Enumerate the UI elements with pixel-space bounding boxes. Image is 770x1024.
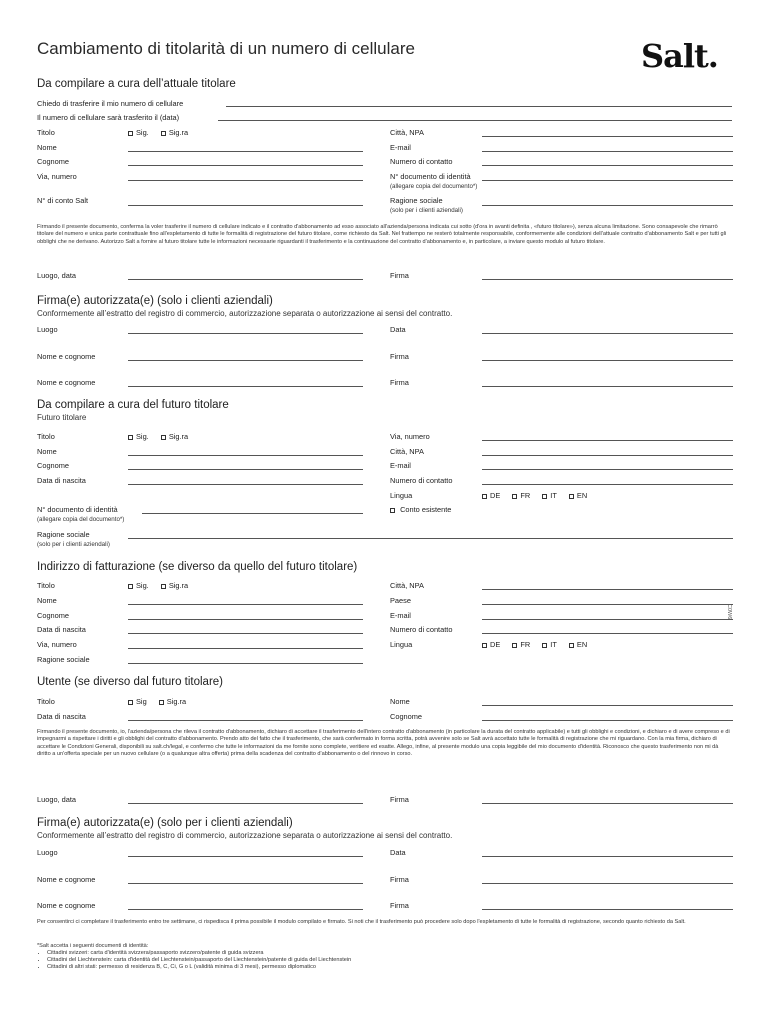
list-item: • Cittadini del Liechtenstein: carta d'identità del Liechtenstein/passaporto del Liechtenstein/patente di guida del Liechtenstein bbox=[47, 957, 733, 964]
numero-contatto-label: Numero di contatto bbox=[390, 625, 453, 634]
cognome-label: Cognome bbox=[37, 461, 70, 470]
checkbox[interactable] bbox=[128, 584, 133, 589]
nascita-label: Data di nascita bbox=[37, 476, 86, 485]
nome-label: Nome bbox=[37, 447, 57, 456]
titolo-label: Titolo bbox=[37, 581, 55, 590]
sig-option[interactable]: Sig. bbox=[128, 581, 149, 590]
cognome-field[interactable] bbox=[482, 720, 733, 721]
checkbox[interactable] bbox=[569, 643, 574, 648]
email-field[interactable] bbox=[482, 619, 733, 620]
section-authorized-signatures-2-sub: Conformemente all’estratto del registro di commercio, autorizzazione separata o autorizzazione ai sensi del contratto. bbox=[37, 831, 453, 840]
firma-label: Firma bbox=[390, 901, 409, 910]
firma-label: Firma bbox=[390, 875, 409, 884]
lang-en-option[interactable]: EN bbox=[569, 640, 587, 649]
citta-label: Città, NPA bbox=[390, 447, 424, 456]
email-field[interactable] bbox=[482, 469, 733, 470]
titolo-label: Titolo bbox=[37, 697, 55, 706]
luogo-data-label: Luogo, data bbox=[37, 795, 77, 804]
doc-field[interactable] bbox=[482, 180, 733, 181]
nome-cognome-field[interactable] bbox=[128, 909, 363, 910]
email-label: E-mail bbox=[390, 143, 411, 152]
via-field[interactable] bbox=[128, 648, 363, 649]
checkbox[interactable] bbox=[569, 494, 574, 499]
firma-label: Firma bbox=[390, 378, 409, 387]
luogo-data-field[interactable] bbox=[128, 803, 363, 804]
ragione-label: Ragione sociale bbox=[37, 655, 90, 664]
sig-option[interactable]: Sig bbox=[128, 697, 147, 706]
via-field[interactable] bbox=[128, 180, 363, 181]
page-title: Cambiamento di titolarità di un numero di cellulare bbox=[37, 39, 415, 58]
section-future-holder-heading: Da compilare a cura del futuro titolare bbox=[37, 399, 229, 411]
via-label: Via, numero bbox=[37, 640, 77, 649]
conto-field[interactable] bbox=[128, 205, 363, 206]
checkbox[interactable] bbox=[512, 643, 517, 648]
checkbox[interactable] bbox=[128, 700, 133, 705]
salt-logo: Salt. bbox=[641, 37, 718, 75]
footer-note: Per consentirci ci completare il trasferimento entro tre settimane, ci rispedisca il prima possibile il modulo compilato e firmato. Si noti che il trasferimento può procedere solo dopo l'espletamento di tutte le formalità di registrazione, secondo quanto richiesto da Salt. bbox=[37, 919, 686, 925]
lingua-label: Lingua bbox=[390, 640, 413, 649]
via-label: Via, numero bbox=[37, 172, 77, 181]
email-label: E-mail bbox=[390, 461, 411, 470]
checkbox[interactable] bbox=[161, 131, 166, 136]
paese-field[interactable] bbox=[482, 604, 733, 605]
numero-contatto-label: Numero di contatto bbox=[390, 157, 453, 166]
doc-label: N° documento di identità bbox=[390, 172, 471, 181]
transfer-number-field[interactable] bbox=[226, 106, 732, 107]
lang-fr-option[interactable]: FR bbox=[512, 640, 530, 649]
cognome-label: Cognome bbox=[37, 157, 70, 166]
doc-note: (allegare copia del documento*) bbox=[390, 183, 478, 190]
luogo-label: Luogo bbox=[37, 848, 58, 857]
section-authorized-signatures-sub: Conformemente all’estratto del registro di commercio, autorizzazione separata o autorizzazione ai sensi del contratto. bbox=[37, 309, 453, 318]
conto-label: N° di conto Salt bbox=[37, 196, 89, 205]
sigra-option[interactable]: Sig.ra bbox=[159, 697, 186, 706]
nome-label: Nome bbox=[37, 143, 57, 152]
nome-field[interactable] bbox=[128, 604, 363, 605]
doc-label: N° documento di identità bbox=[37, 505, 118, 514]
checkbox[interactable] bbox=[542, 643, 547, 648]
nome-cognome-label: Nome e cognome bbox=[37, 378, 96, 387]
lang-en-option[interactable]: EN bbox=[569, 491, 587, 500]
firma-label: Firma bbox=[390, 271, 409, 280]
cognome-field[interactable] bbox=[128, 165, 363, 166]
nome-label: Nome bbox=[37, 596, 57, 605]
firma-label: Firma bbox=[390, 795, 409, 804]
checkbox[interactable] bbox=[159, 700, 164, 705]
firma-field[interactable] bbox=[482, 360, 733, 361]
section-future-holder-sub: Futuro titolare bbox=[37, 413, 87, 422]
section-current-holder-heading: Da compilare a cura dell’attuale titolare bbox=[37, 78, 236, 90]
cognome-field[interactable] bbox=[128, 469, 363, 470]
checkbox[interactable] bbox=[128, 435, 133, 440]
citta-field[interactable] bbox=[482, 136, 733, 137]
numero-contatto-field[interactable] bbox=[482, 165, 733, 166]
cognome-label: Cognome bbox=[37, 611, 70, 620]
list-item: • Cittadini svizzeri: carta d'identità svizzera/passaporto svizzero/patente di guida svizzera bbox=[47, 950, 733, 957]
checkbox[interactable] bbox=[161, 584, 166, 589]
luogo-data-label: Luogo, data bbox=[37, 271, 77, 280]
nome-cognome-field[interactable] bbox=[128, 883, 363, 884]
ragione-note: (solo per i clienti aziendali) bbox=[37, 541, 110, 548]
nome-field[interactable] bbox=[128, 151, 363, 152]
nome-cognome-field[interactable] bbox=[128, 360, 363, 361]
sig-option[interactable]: Sig. bbox=[128, 128, 149, 137]
accepted-documents bbox=[37, 943, 733, 971]
doc-field[interactable] bbox=[142, 513, 363, 514]
luogo-field[interactable] bbox=[128, 856, 363, 857]
numero-contatto-field[interactable] bbox=[482, 484, 733, 485]
firma-field[interactable] bbox=[482, 883, 733, 884]
lingua-options bbox=[482, 640, 597, 649]
nome-cognome-label: Nome e cognome bbox=[37, 875, 96, 884]
list-item: • Cittadini di altri stati: permesso di residenza B, C, Ci, G o L (validità minima di 3 mesi), permesso diplomatico bbox=[47, 964, 733, 971]
transfer-number-label: Chiedo di trasferire il mio numero di cellulare bbox=[37, 99, 184, 108]
numero-contatto-field[interactable] bbox=[482, 633, 733, 634]
lang-it-option[interactable]: IT bbox=[542, 640, 557, 649]
nome-label: Nome bbox=[390, 697, 410, 706]
lang-it-option[interactable]: IT bbox=[542, 491, 557, 500]
nome-cognome-label: Nome e cognome bbox=[37, 901, 96, 910]
transfer-date-field[interactable] bbox=[218, 120, 732, 121]
section-authorized-signatures-2-heading: Firma(e) autorizzata(e) (solo per i clienti aziendali) bbox=[37, 817, 293, 829]
sigra-option[interactable]: Sig.ra bbox=[161, 128, 188, 137]
ragione-field[interactable] bbox=[128, 538, 733, 539]
via-label: Via, numero bbox=[390, 432, 430, 441]
lang-de-option[interactable]: DE bbox=[482, 640, 500, 649]
ragione-label: Ragione sociale bbox=[37, 530, 90, 539]
checkbox[interactable] bbox=[390, 508, 395, 513]
paese-label: Paese bbox=[390, 596, 411, 605]
lang-de-option[interactable]: DE bbox=[482, 491, 500, 500]
nascita-label: Data di nascita bbox=[37, 625, 86, 634]
checkbox[interactable] bbox=[482, 494, 487, 499]
firma-field[interactable] bbox=[482, 909, 733, 910]
email-field[interactable] bbox=[482, 151, 733, 152]
nome-cognome-field[interactable] bbox=[128, 386, 363, 387]
ragione-note: (solo per i clienti aziendali) bbox=[390, 207, 463, 214]
firma-field[interactable] bbox=[482, 386, 733, 387]
titolo-label: Titolo bbox=[37, 432, 55, 441]
section-billing-heading: Indirizzo di fatturazione (se diverso da quello del futuro titolare) bbox=[37, 561, 358, 573]
data-label: Data bbox=[390, 848, 406, 857]
checkbox[interactable] bbox=[482, 643, 487, 648]
cognome-label: Cognome bbox=[390, 712, 423, 721]
citta-label: Città, NPA bbox=[390, 128, 424, 137]
nome-field[interactable] bbox=[128, 455, 363, 456]
nascita-label: Data di nascita bbox=[37, 712, 86, 721]
titolo-label: Titolo bbox=[37, 128, 55, 137]
via-field[interactable] bbox=[482, 440, 733, 441]
transfer-date-label: Il numero di cellulare sarà trasferito il (data) bbox=[37, 113, 180, 122]
nome-cognome-label: Nome e cognome bbox=[37, 352, 96, 361]
numero-contatto-label: Numero di contatto bbox=[390, 476, 453, 485]
section-user-heading: Utente (se diverso dal futuro titolare) bbox=[37, 676, 224, 688]
future-holder-declaration: Firmando il presente documento, io, l'azienda/persona che rileva il contratto d'abbonamento, dichiaro di accettare il trasferimento dell'intero contratto d'abbonamento (in particolare la durata del contratto applicabile) e tutti gli obblighi e condizioni, e dichiaro e di avere compreso e di impegnarmi a rispettare i diritti e gli obblighi del contratto d'abbonamento. Prendo atto del fatto che il trasferimento, che sarà confermato in forma scritta, potrà avvenire solo se Salt avrà accettato tutte le formalità di registrazione che mi riguardano. Con la mia firma, dichiaro di accettare le Condizioni Generali, disponibili su salt.ch/legal, e confermo che tutte le informazioni da me fornite sono complete, veritiere ed esatte. Allego, infine, al presente modulo una copia leggibile del mio documento d'identità. Riconosco che questo trasferimento non mi dà diritto a un'offerta speciale per un nuovo cellulare (o a qualunque altra offerta) prima della scadenza del contratto d'abbonamento o del rinnovo in corso. bbox=[37, 729, 730, 757]
nascita-field[interactable] bbox=[128, 484, 363, 485]
current-holder-declaration: Firmando il presente documento, conferma la voler trasferire il numero di cellulare indicato e il contratto d'abbonamento ad esso associato all'azienda/persona indicata cui sotto (d'ora in avanti definita , «futuro titolare»), senza alcuna limitazione. Sono consapevole che rimarrò titolare del numero e unica parte contrattuale fino all'espletamento di tutte le formalità di registrazione del futuro titolare, come richiesto da Salt. Nel frattempo ne resterò totalmente responsabile, conformemente alle condizioni dell'attuale contratto d'abbonamento Salt e per tutti gli obblighi che ne derivano. Autorizzo Salt a fornire al futuro titolare tutte le informazioni necessarie riguardanti il trasferimento e la continuazione del contratto d'abbonamento e, in particolare, a inviare questo modulo al futuro titolare. bbox=[37, 224, 727, 245]
checkbox[interactable] bbox=[128, 131, 133, 136]
citta-field[interactable] bbox=[482, 589, 733, 590]
lingua-options bbox=[482, 491, 597, 500]
luogo-label: Luogo bbox=[37, 325, 58, 334]
firma-field[interactable] bbox=[482, 803, 733, 804]
data-label: Data bbox=[390, 325, 406, 334]
section-authorized-signatures-heading: Firma(e) autorizzata(e) (solo i clienti aziendali) bbox=[37, 295, 273, 307]
ragione-label: Ragione sociale bbox=[390, 196, 443, 205]
lang-fr-option[interactable]: FR bbox=[512, 491, 530, 500]
data-field[interactable] bbox=[482, 856, 733, 857]
checkbox[interactable] bbox=[542, 494, 547, 499]
sigra-option[interactable]: Sig.ra bbox=[161, 581, 188, 590]
ragione-field[interactable] bbox=[128, 663, 363, 664]
citta-field[interactable] bbox=[482, 455, 733, 456]
firma-label: Firma bbox=[390, 352, 409, 361]
nascita-field[interactable] bbox=[128, 633, 363, 634]
doc-note: (allegare copia del documento*) bbox=[37, 516, 125, 523]
firma-field[interactable] bbox=[482, 279, 733, 280]
ragione-field[interactable] bbox=[482, 205, 733, 206]
checkbox[interactable] bbox=[161, 435, 166, 440]
nascita-field[interactable] bbox=[128, 720, 363, 721]
luogo-field[interactable] bbox=[128, 333, 363, 334]
lingua-label: Lingua bbox=[390, 491, 413, 500]
conto-existing-option[interactable]: Conto esistente bbox=[390, 505, 451, 514]
email-label: E-mail bbox=[390, 611, 411, 620]
sig-option[interactable]: Sig. bbox=[128, 432, 149, 441]
cognome-field[interactable] bbox=[128, 619, 363, 620]
luogo-data-field[interactable] bbox=[128, 279, 363, 280]
checkbox[interactable] bbox=[512, 494, 517, 499]
nome-field[interactable] bbox=[482, 705, 733, 706]
accepted-documents-intro: *Salt accetta i seguenti documenti di identità: bbox=[37, 943, 149, 949]
data-field[interactable] bbox=[482, 333, 733, 334]
sigra-option[interactable]: Sig.ra bbox=[161, 432, 188, 441]
form-code: C0W6 bbox=[726, 604, 732, 620]
citta-label: Città, NPA bbox=[390, 581, 424, 590]
